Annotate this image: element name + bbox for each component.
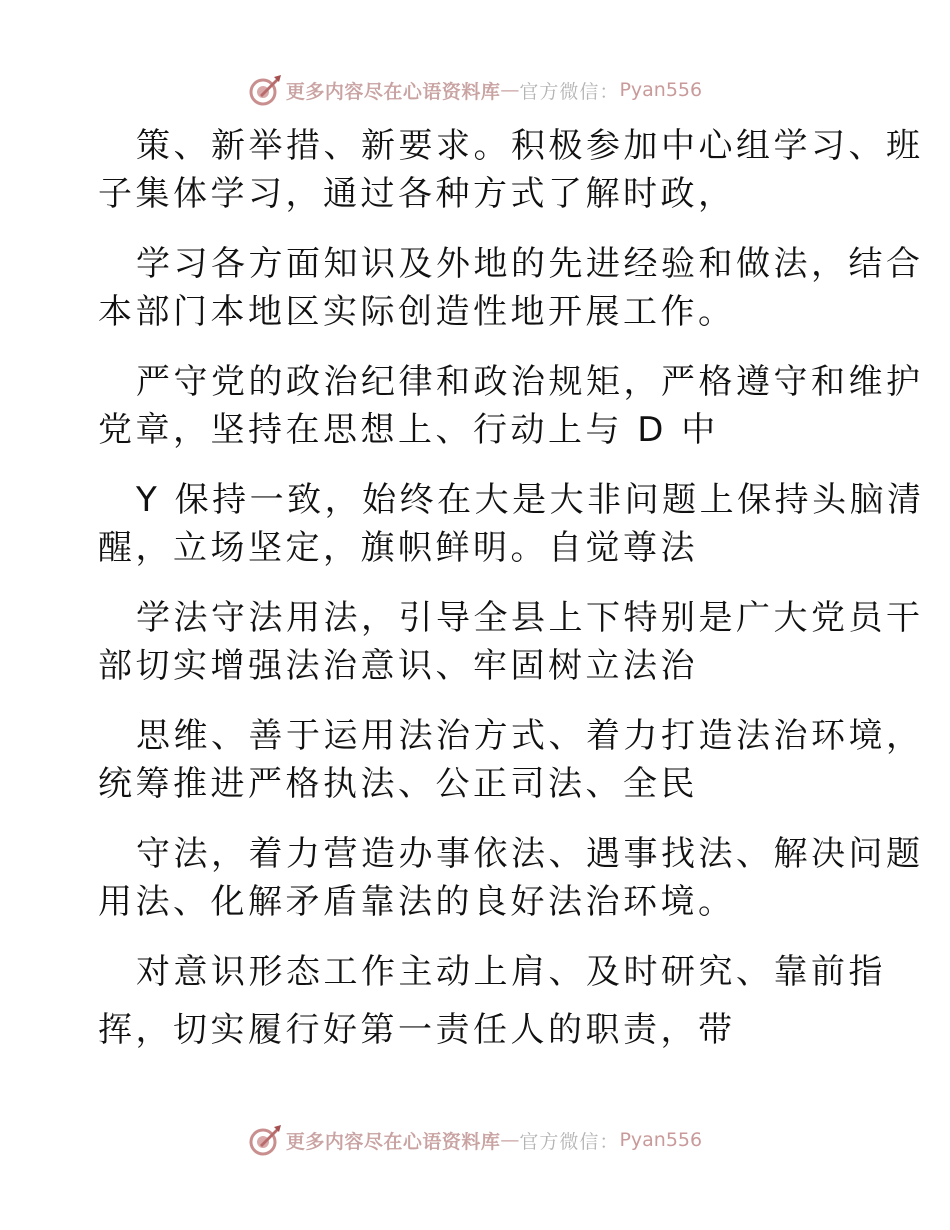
text-line: 学习各方面知识及外地的先进经验和做法，结合 xyxy=(136,244,924,284)
footer-banner xyxy=(0,1120,950,1160)
text-line: Y 保持一致，始终在大是大非问题上保持头脑清 xyxy=(136,480,925,520)
text-line: 守法，着力营造办事依法、遇事找法、解决问题 xyxy=(136,834,924,874)
text-line: 学法守法用法，引导全县上下特别是广大党员干 xyxy=(136,598,924,638)
text-line: 部切实增强法治意识、牢固树立法治 xyxy=(98,646,698,686)
text-line: 严守党的政治纪律和政治规矩，严格遵守和维护 xyxy=(136,362,924,402)
text-line: 子集体学习，通过各种方式了解时政， xyxy=(98,174,736,214)
footer-site-text: 更多内容尽在心语资料库 xyxy=(285,1130,501,1153)
footer-separator: — xyxy=(500,1129,520,1151)
footer-wechat-label: 官方微信： xyxy=(519,1130,620,1153)
text-line: 对意识形态工作主动上肩、及时研究、靠前指 xyxy=(136,952,886,992)
text-line: 统筹推进严格执法、公正司法、全民 xyxy=(98,764,698,804)
header-wechat-id: Pyan556 xyxy=(619,79,703,101)
quill-logo-icon xyxy=(248,73,282,107)
header-banner xyxy=(0,70,950,110)
header-site-text: 更多内容尽在心语资料库 xyxy=(285,80,501,103)
text-line: 用法、化解矛盾靠法的良好法治环境。 xyxy=(98,882,736,922)
header-separator: — xyxy=(500,79,520,101)
text-line: 挥，切实履行好第一责任人的职责，带 xyxy=(98,1010,736,1050)
footer-wechat-id: Pyan556 xyxy=(619,1129,703,1151)
document-body xyxy=(98,122,925,1054)
header-wechat-label: 官方微信： xyxy=(519,80,620,103)
text-line: 策、新举措、新要求。积极参加中心组学习、班 xyxy=(136,126,924,166)
text-line: 思维、善于运用法治方式、着力打造法治环境， xyxy=(136,716,924,756)
text-line: 党章，坚持在思想上、行动上与 D 中 xyxy=(98,410,719,450)
quill-logo-icon xyxy=(248,1123,282,1157)
text-line: 本部门本地区实际创造性地开展工作。 xyxy=(98,292,736,332)
text-line: 醒，立场坚定，旗帜鲜明。自觉尊法 xyxy=(98,528,698,568)
